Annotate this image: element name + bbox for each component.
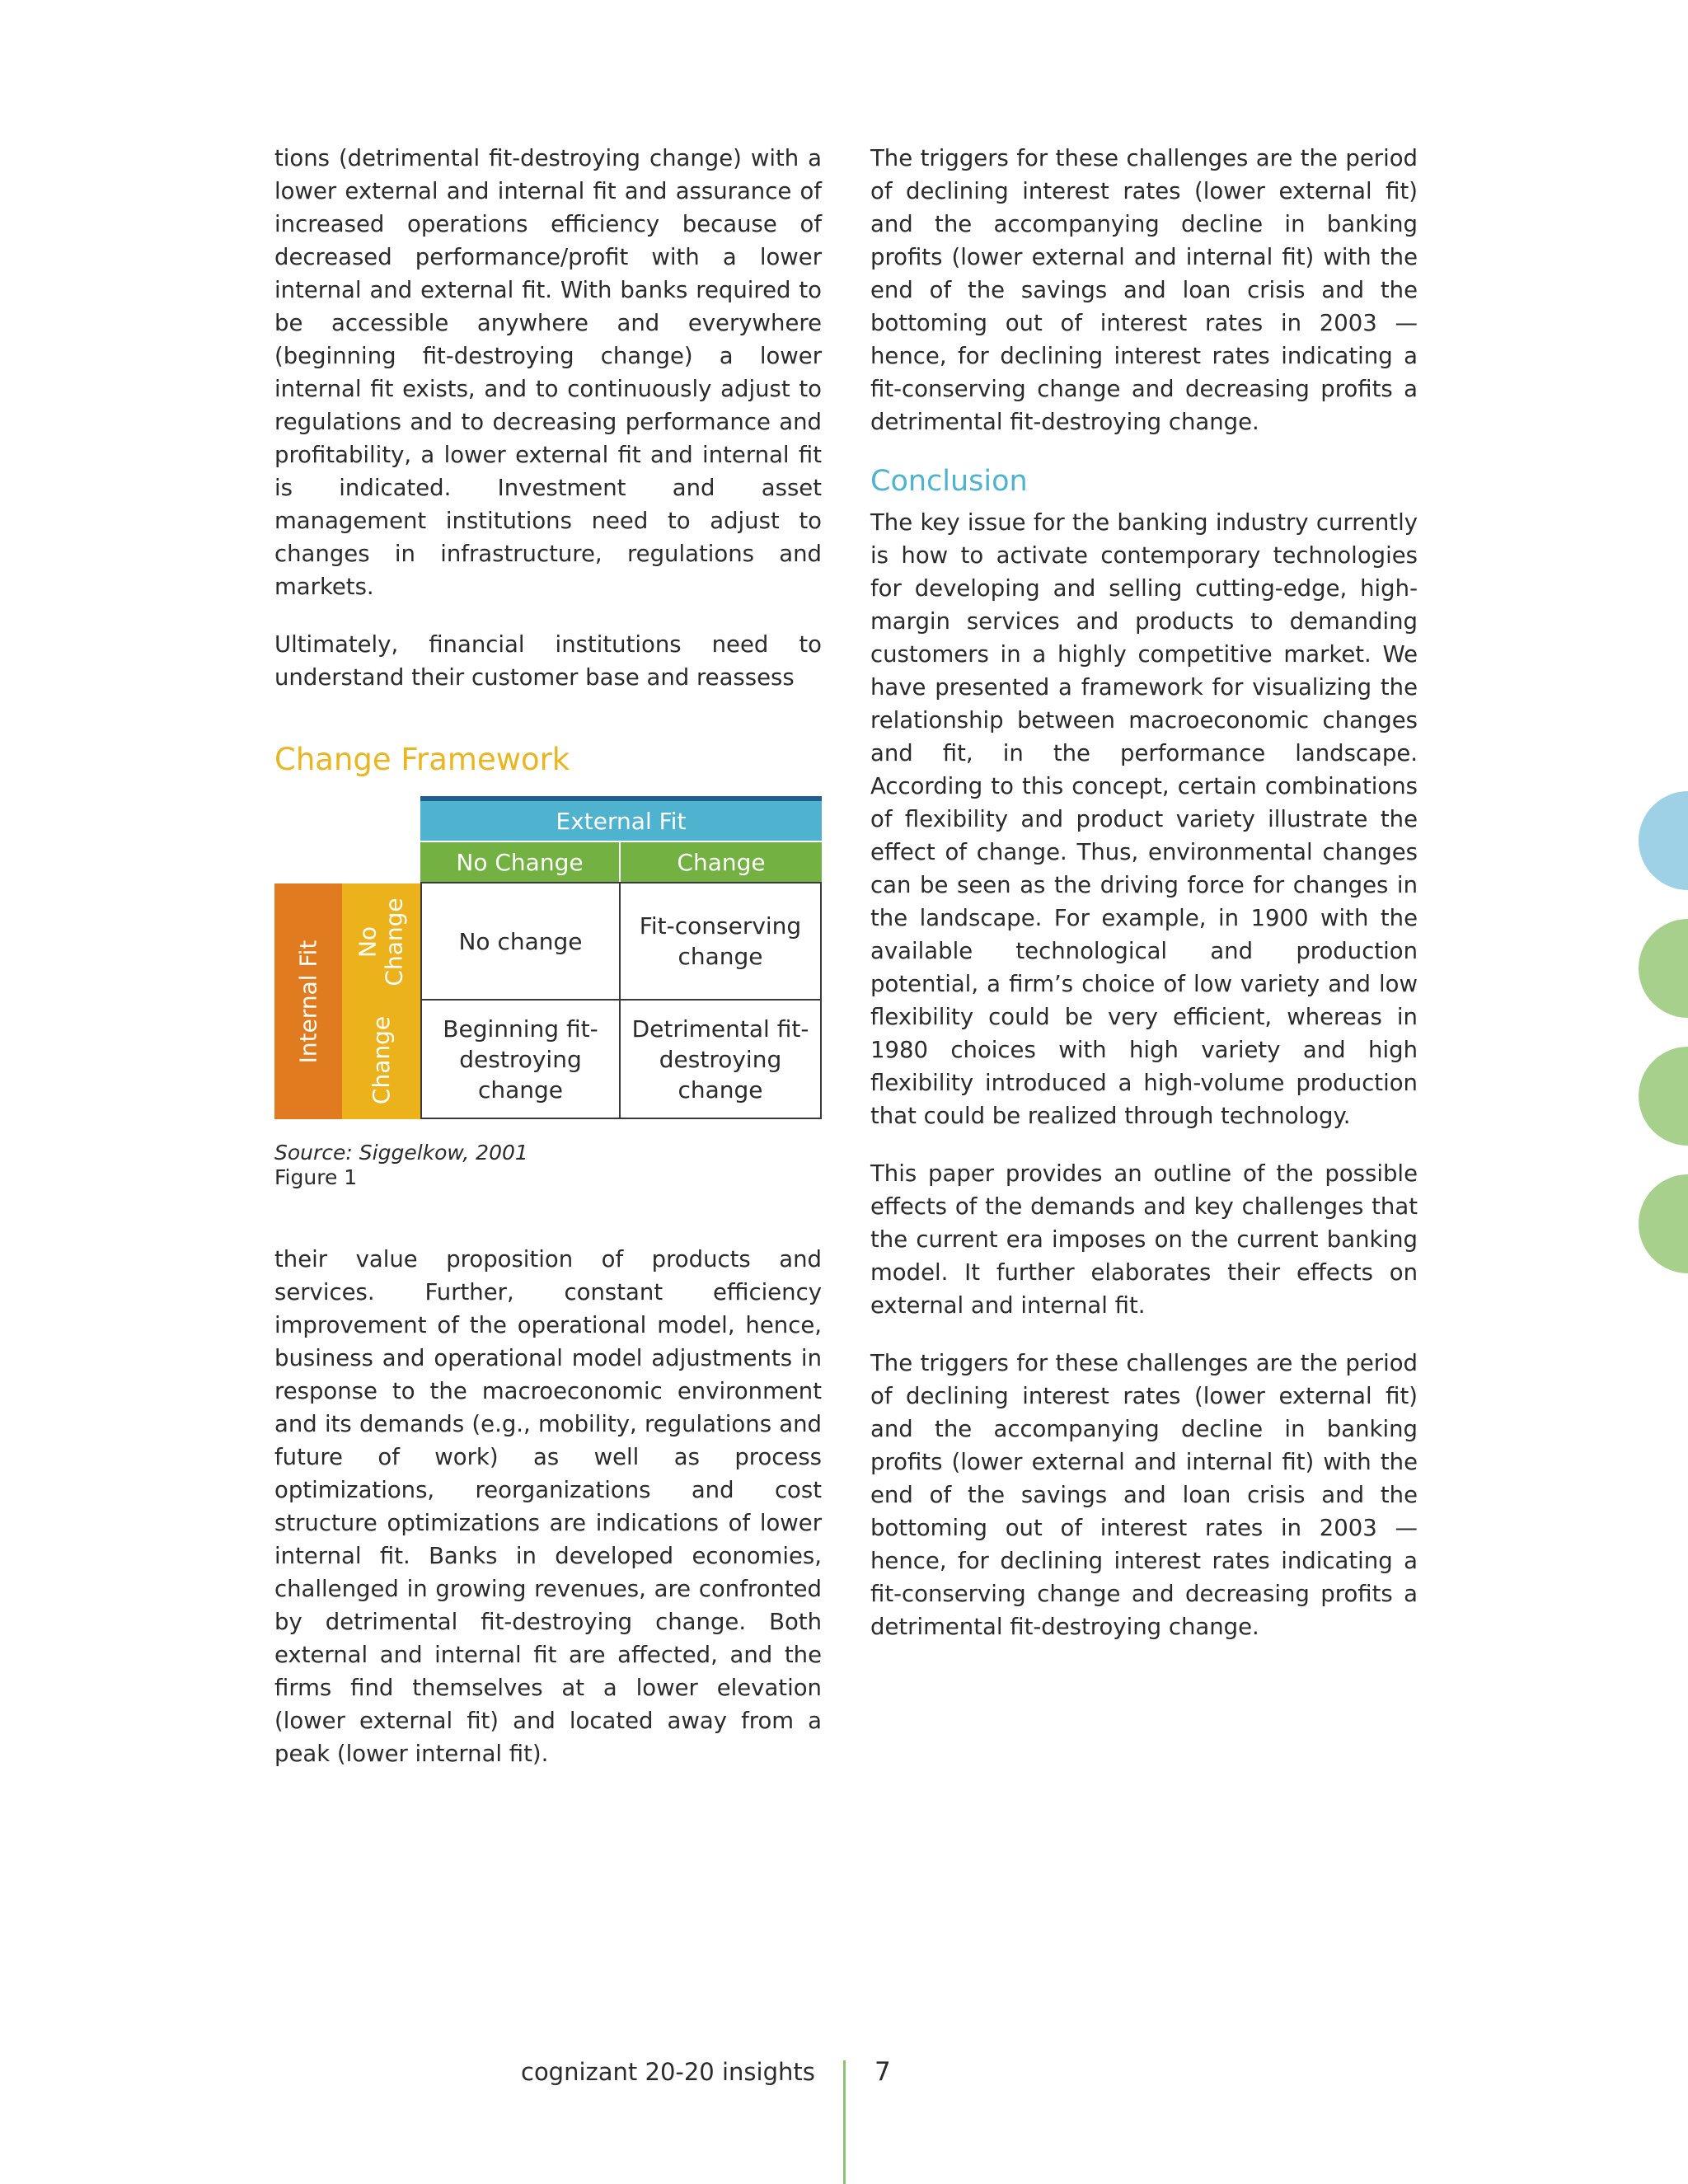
internal-no-change-label: No Change: [354, 898, 408, 987]
body-paragraph: tions (detrimental fit-destroying change) with a lower external and internal fit and assurance of increased operations efficiency because of decreased performance/profit with a lower internal and external fit. With banks required to be accessible anywhere and everywhere (beginning fit-destroying change) a lower internal fit exists, and to continuously adjust to regulations and to decreasing performance and profitability, a lower external fit and internal fit is indicated. Investment and asset management institutions need to adjust to changes in infrastructure, regulations and markets.: [274, 145, 822, 600]
cell-detrimental-fit-destroying-change: Detrimental fit-destroying change: [619, 999, 822, 1119]
body-paragraph: their value proposition of products and services. Further, constant efficiency improvement of the operational model, hence, business and operational model adjustments in response to the macroeconomic environment and its demands (e.g., mobility, regulations and future of work) as well as process optimizations, reorganizations and cost structure optimizations are indications of lower internal fit. Banks in developed economies, challenged in growing revenues, are confronted by detrimental fit-destroying change. Both external and internal fit are affected, and the firms find themselves at a lower elevation (lower external fit) and located away from a peak (lower internal fit).: [274, 1246, 822, 1767]
side-dot-green: [1639, 1174, 1688, 1273]
left-column: [274, 142, 822, 1795]
cell-no-change: No change: [420, 882, 621, 1001]
cell-fit-conserving-change: Fit-conserving change: [619, 882, 822, 1001]
footer-divider: [843, 2060, 846, 2184]
internal-change-header: [342, 1001, 420, 1119]
internal-change-label: Change: [368, 1015, 396, 1104]
side-dot-green: [1639, 1047, 1688, 1146]
side-dot-green: [1639, 919, 1688, 1018]
side-dot-blue: [1639, 791, 1688, 890]
figure-label: Figure 1: [274, 1165, 358, 1189]
body-paragraph: The triggers for these challenges are the period of declining interest rates (lower external fit) and the accompanying decline in banking profits (lower external and internal fit) with the end of the savings and loan crisis and the bottoming out of interest rates in 2003 — hence, for declining interest rates indicating a fit-conserving change and decreasing profits a detrimental fit-destroying change.: [870, 1350, 1418, 1640]
change-framework-figure: [274, 796, 822, 1119]
section-heading-conclusion: Conclusion: [870, 465, 1028, 498]
external-no-change-header: No Change: [420, 842, 619, 882]
body-paragraph: Ultimately, financial institutions need to understand their customer base and reassess: [274, 631, 822, 691]
footer-brand: cognizant 20-20 insights: [521, 2058, 815, 2086]
external-fit-header: External Fit: [420, 801, 822, 841]
page-number: 7: [874, 2057, 891, 2087]
body-paragraph: This paper provides an outline of the possible effects of the demands and key challenges that the current era imposes on the current banking model. It further elaborates their effects on external and internal fit.: [870, 1160, 1418, 1319]
external-change-header: Change: [621, 842, 822, 882]
cell-beginning-fit-destroying-change: Beginning fit-destroying change: [420, 999, 621, 1119]
section-heading-change-framework: Change Framework: [274, 742, 570, 777]
body-paragraph: The key issue for the banking industry currently is how to activate contemporary technologies for developing and selling cutting-edge, high-margin services and products to demanding customers in a highly competitive market. We have presented a framework for visualizing the relationship between macroeconomic changes and fit, in the performance landscape. According to this concept, certain combinations of flexibility and product variety illustrate the effect of change. Thus, environmental changes can be seen as the driving force for changes in the landscape. For example, in 1900 with the available technological and production potential, a firm’s choice of low variety and low flexibility could be very efficient, whereas in 1980 choices with high variety and high flexibility introduced a high-volume production that could be realized through technology.: [870, 509, 1418, 1129]
internal-no-change-header: [342, 883, 420, 1001]
right-column: [870, 142, 1418, 1668]
internal-fit-header: [274, 883, 342, 1119]
figure-source: Source: Siggelkow, 2001: [274, 1141, 528, 1165]
body-paragraph: The triggers for these challenges are the period of declining interest rates (lower external fit) and the accompanying decline in banking profits (lower external and internal fit) with the end of the savings and loan crisis and the bottoming out of interest rates in 2003 — hence, for declining interest rates indicating a fit-conserving change and decreasing profits a detrimental fit-destroying change.: [870, 145, 1418, 435]
internal-fit-label: Internal Fit: [294, 940, 322, 1063]
